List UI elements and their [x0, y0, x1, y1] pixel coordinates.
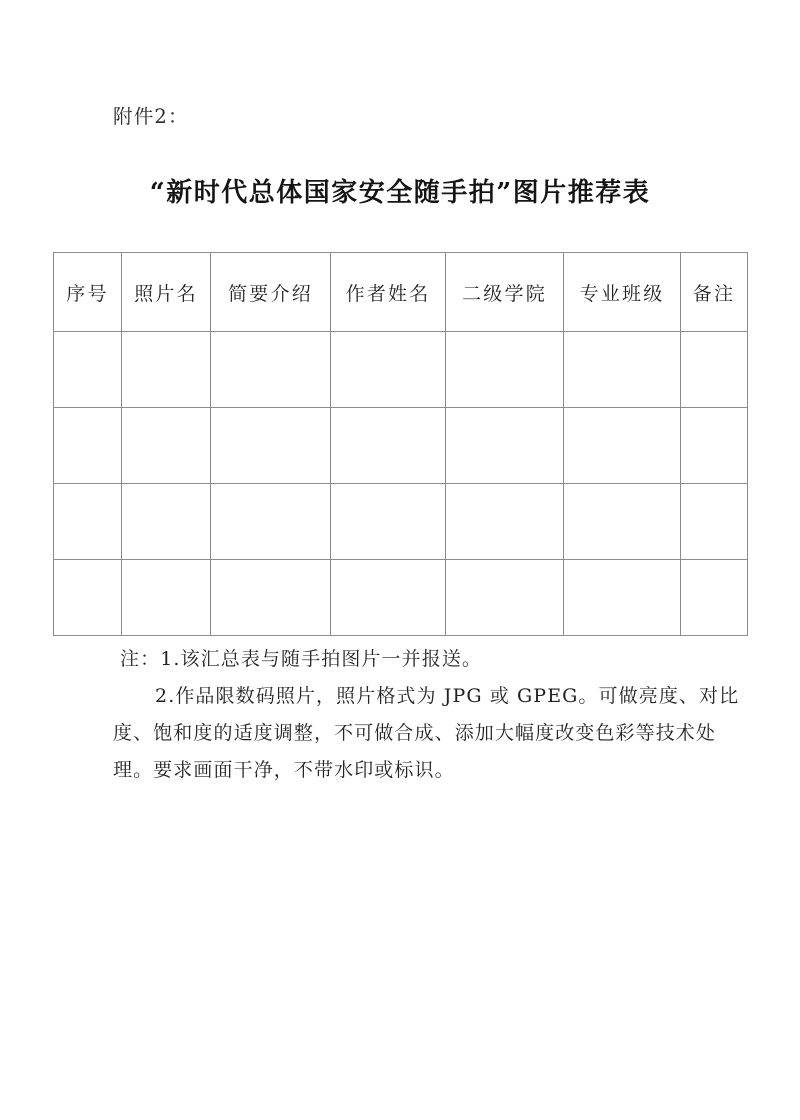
cell-brief-intro[interactable]	[211, 332, 331, 408]
cell-author-name[interactable]	[331, 332, 446, 408]
table-row[interactable]	[54, 560, 748, 636]
cell-college[interactable]	[446, 408, 564, 484]
table-row[interactable]	[54, 408, 748, 484]
cell-remarks[interactable]	[681, 484, 748, 560]
cell-major-class[interactable]	[564, 560, 681, 636]
table-body	[54, 332, 748, 636]
cell-remarks[interactable]	[681, 408, 748, 484]
cell-photo-name[interactable]	[122, 484, 211, 560]
cell-brief-intro[interactable]	[211, 484, 331, 560]
cell-brief-intro[interactable]	[211, 560, 331, 636]
cell-remarks[interactable]	[681, 332, 748, 408]
cell-college[interactable]	[446, 560, 564, 636]
cell-index[interactable]	[54, 560, 122, 636]
cell-major-class[interactable]	[564, 408, 681, 484]
cell-major-class[interactable]	[564, 332, 681, 408]
column-header-college: 二级学院	[446, 253, 564, 332]
cell-photo-name[interactable]	[122, 332, 211, 408]
cell-photo-name[interactable]	[122, 408, 211, 484]
column-header-photo-name: 照片名	[122, 253, 211, 332]
note-line-2: 2.作品限数码照片，照片格式为 JPG 或 GPEG。可做亮度、对比	[155, 685, 740, 707]
column-header-index: 序号	[54, 253, 122, 332]
recommendation-table-wrapper	[53, 252, 747, 636]
column-header-remarks: 备注	[681, 253, 748, 332]
cell-major-class[interactable]	[564, 484, 681, 560]
table-row[interactable]	[54, 332, 748, 408]
cell-author-name[interactable]	[331, 560, 446, 636]
cell-author-name[interactable]	[331, 484, 446, 560]
attachment-label: 附件2：	[113, 105, 189, 128]
note-line-3: 度、饱和度的适度调整，不可做合成、添加大幅度改变色彩等技术处	[113, 722, 717, 744]
cell-photo-name[interactable]	[122, 560, 211, 636]
cell-index[interactable]	[54, 332, 122, 408]
table-header-row	[54, 253, 748, 332]
notes-section	[113, 641, 740, 789]
page-title: “新时代总体国家安全随手拍”图片推荐表	[149, 178, 651, 208]
table-header	[54, 253, 748, 332]
table-row[interactable]	[54, 484, 748, 560]
column-header-author-name: 作者姓名	[331, 253, 446, 332]
cell-remarks[interactable]	[681, 560, 748, 636]
recommendation-table	[53, 252, 748, 636]
cell-author-name[interactable]	[331, 408, 446, 484]
column-header-major-class: 专业班级	[564, 253, 681, 332]
column-header-brief-intro: 简要介绍	[211, 253, 331, 332]
note-line-1: 注：1.该汇总表与随手拍图片一并报送。	[120, 648, 483, 670]
note-line-4: 理。要求画面干净，不带水印或标识。	[113, 759, 455, 781]
cell-brief-intro[interactable]	[211, 408, 331, 484]
cell-index[interactable]	[54, 484, 122, 560]
cell-college[interactable]	[446, 332, 564, 408]
cell-college[interactable]	[446, 484, 564, 560]
cell-index[interactable]	[54, 408, 122, 484]
